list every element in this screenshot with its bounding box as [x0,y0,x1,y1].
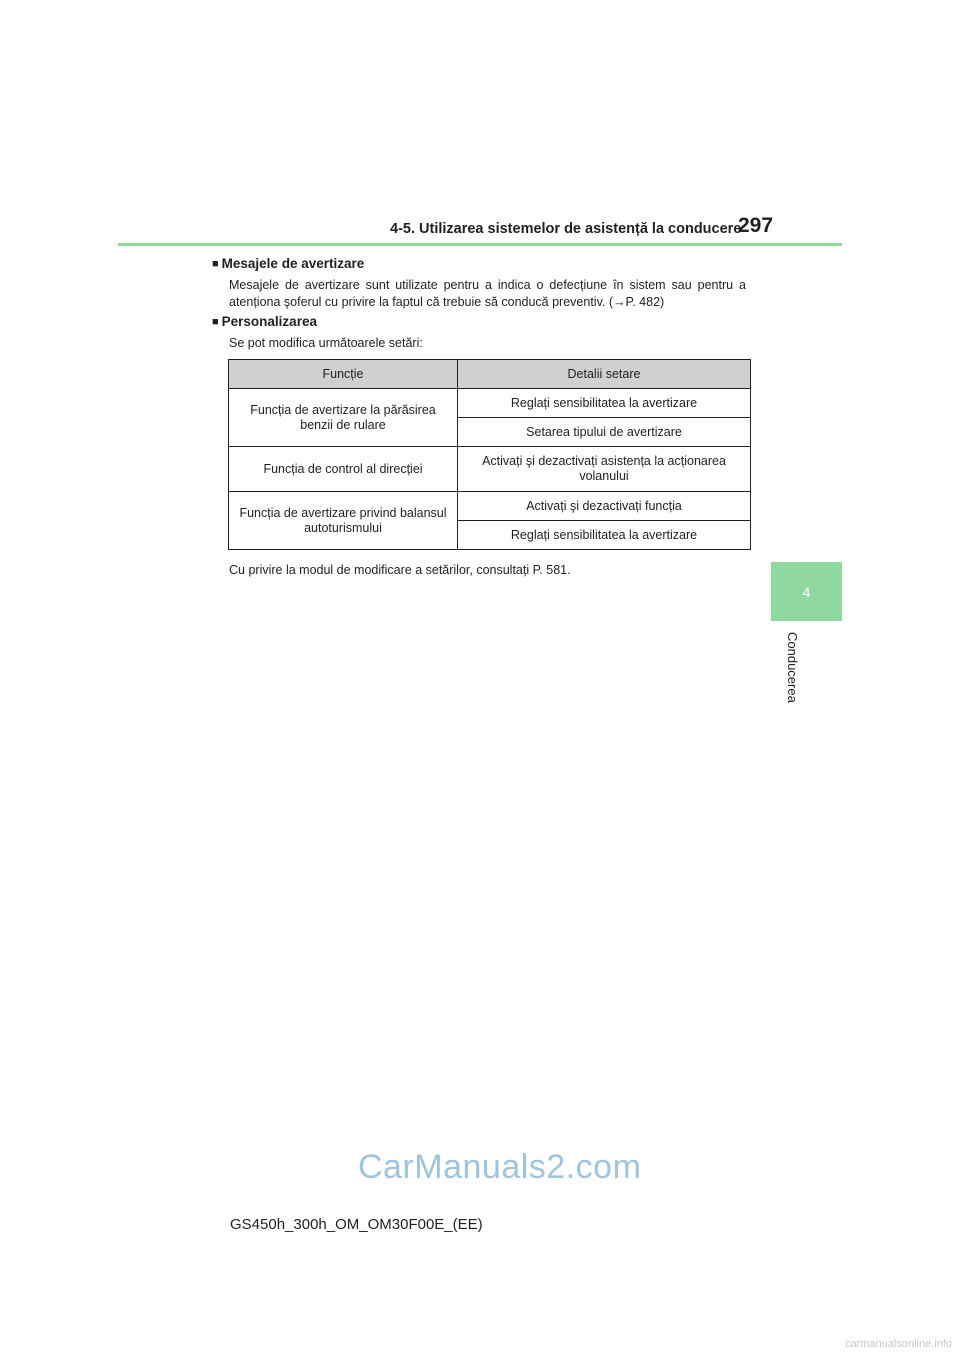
watermark-url: carmanualsonline.info [844,1338,952,1350]
column-header-details: Detalii setare [458,360,751,389]
running-header-title: 4-5. Utilizarea sistemelor de asistență la conducere [390,221,742,237]
chapter-tab [771,562,842,621]
table-cell-function: Funcția de control al direcției [229,447,458,492]
watermark-logo: CarManuals2.com [358,1148,642,1186]
column-header-function: Funcție [229,360,458,389]
table-cell-detail: Setarea tipului de avertizare [458,418,751,447]
page-number: 297 [738,214,774,237]
chapter-tab-number: 4 [802,583,811,600]
settings-table [228,359,751,550]
table-cell-function: Funcția de avertizare privind balansul autoturismului [229,492,458,550]
table-row [229,447,751,492]
document-code: GS450h_300h_OM_OM30F00E_(EE) [230,1216,483,1233]
customization-intro: Se pot modifica următoarele setări: [229,336,423,350]
table-cell-function: Funcția de avertizare la părăsirea benzii de rulare [229,389,458,447]
table-row [229,492,751,521]
table-cell-detail: Reglați sensibilitatea la avertizare [458,521,751,550]
table-cell-detail: Activați şi dezactivați asistența la acționarea volanului [458,447,751,492]
warnings-paragraph-line-2: atenționa şoferul cu privire la faptul că trebuie să conducă preventiv. (→P. 482) [229,295,665,309]
table-header-row [229,360,751,389]
customization-footnote: Cu privire la modul de modificare a setărilor, consultați P. 581. [229,563,571,577]
chapter-tab-label: Conducerea [785,632,800,703]
square-bullet-icon: ■ [212,258,219,270]
header-divider [118,243,842,246]
table-cell-detail: Activați şi dezactivați funcția [458,492,751,521]
section-heading-customization: ■ Personalizarea [212,314,317,329]
warnings-paragraph-line-1: Mesajele de avertizare sunt utilizate pentru a indica o defecțiune în sistem sau pentru a [229,278,746,292]
section-heading-warnings: ■ Mesajele de avertizare [212,256,365,271]
square-bullet-icon: ■ [212,316,219,328]
table-cell-detail: Reglați sensibilitatea la avertizare [458,389,751,418]
warnings-paragraph [229,277,746,311]
table-row [229,389,751,418]
